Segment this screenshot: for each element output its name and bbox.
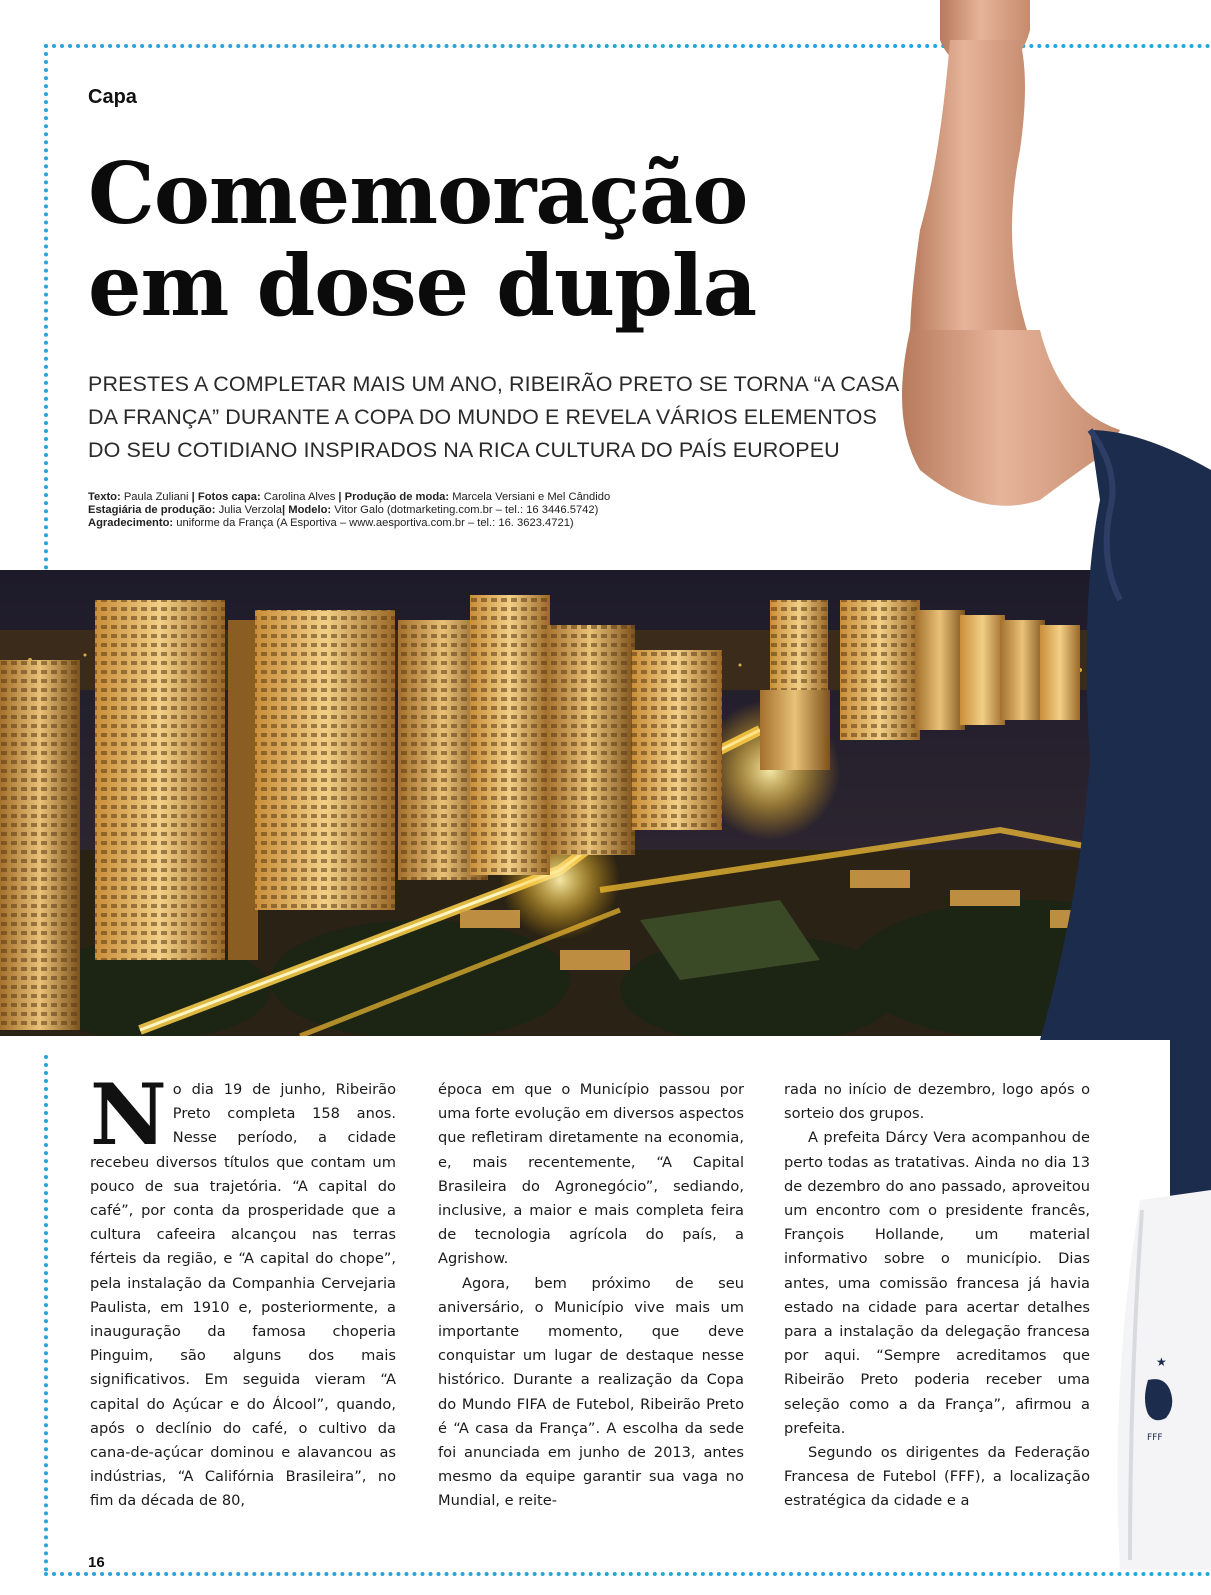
headline-line-2: em dose dupla (88, 236, 757, 335)
credit-photos-value: Carolina Alves (263, 491, 336, 503)
deck-subtitle (88, 368, 900, 467)
body-column-3 (784, 1078, 1090, 1514)
body-paragraph (90, 1065, 396, 1514)
page-number: 16 (88, 1554, 105, 1571)
svg-text:★: ★ (1156, 1355, 1167, 1369)
credit-model-value: Vitor Galo (dotmarketing.com.br – tel.: 16 3446.5742) (334, 504, 599, 516)
headline (88, 144, 918, 335)
credit-text-label: Texto: (88, 491, 121, 503)
credits-block (88, 491, 868, 530)
credits-line-2: Estagiária de produção: Julia Verzola| Modelo: Vitor Galo (dotmarketing.com.br – tel.: 16 3446.5742) (88, 504, 599, 516)
credit-text-value: Paula Zuliani (123, 491, 189, 503)
body-column-1 (90, 1065, 396, 1514)
drop-cap: N (90, 1065, 167, 1164)
body-paragraph: A prefeita Dárcy Vera acompanhou de perto todas as tratativas. Ainda no dia 13 de dezembro do ano passado, aproveitou um encontro com o presidente francês, François Hollande, um material informativo sobre o município. Dias antes, uma comissão francesa já havia estado na cidade para acertar detalhes para a instalação da delegação francesa por aqui. “Sempre acreditamos que Ribeirão Preto poderia receber uma seleção como a da França”, afirmou a prefeita. (784, 1129, 1090, 1437)
body-paragraph: Agora, bem próximo de seu aniversário, o Município vive mais um importante momento, que deve conquistar um lugar de destaque nesse histórico. Durante a realização da Copa do Mundo FIFA de Futebol, Ribeirão Preto é “A casa da França”. A escolha da sede foi anunciada em junho de 2013, antes mesmo da equipe garantir sua vaga no Mundial, e reite- (438, 1274, 744, 1510)
body-paragraph: rada no início de dezembro, logo após o sorteio dos grupos. (784, 1081, 1090, 1123)
headline-line-1: Comemoração (88, 144, 748, 243)
svg-text:FFF: FFF (1147, 1433, 1163, 1443)
deck-line-3: DO SEU COTIDIANO INSPIRADOS NA RICA CULTURA DO PAÍS EUROPEU (88, 438, 840, 462)
credit-fashion-value: Marcela Versiani e Mel Cândido (452, 491, 611, 503)
credit-fashion-label: Produção de moda: (344, 491, 450, 503)
credit-thanks-label: Agradecimento: (88, 517, 174, 529)
frame-dotted-left-upper (44, 44, 48, 570)
credit-thanks-value: uniforme da França (A Esportiva – www.aesportiva.com.br – tel.: 16. 3623.4721) (176, 517, 574, 529)
frame-dotted-left-lower (44, 1055, 48, 1572)
body-column-2 (438, 1078, 744, 1514)
body-text-1: o dia 19 de junho, Ribeirão Preto completa 158 anos. Nesse período, a cidade recebeu diversos títulos que contam um pouco de sua trajetória. “A capital do café”, por conta da prosperidade que a cultura cafeeira alcançou nas terras férteis da região, e “A capital do chope”, pela instalação da Companhia Cervejaria Paulista, em 1910 e, posteriormente, a inauguração da famosa choperia Pinguim, são alguns dos mais significativos. Em seguida vieram “A capital do Açúcar e do Álcool”, quando, após o declínio do café, o cultivo da cana-de-açúcar dominou e alavancou as indústrias, “A Califórnia Brasileira”, no fim da década de 80, (90, 1081, 396, 1510)
credits-line-1: Texto: Paula Zuliani | Fotos capa: Carolina Alves | Produção de moda: Marcela Versiani e Mel Cândido (88, 491, 611, 503)
body-paragraph: Segundo os dirigentes da Federação Francesa de Futebol (FFF), a localização estratégica da cidade e a (784, 1444, 1090, 1510)
section-label: Capa (88, 86, 137, 108)
body-paragraph: época em que o Município passou por uma forte evolução em diversos aspectos que refletiram diretamente na economia, e, mais recentemente, “A Capital Brasileira do Agronegócio”, sediando, inclusive, a maior e mais completa feira de tecnologia agrícola do país, a Agrishow. (438, 1081, 744, 1268)
deck-line-1: PRESTES A COMPLETAR MAIS UM ANO, RIBEIRÃO PRETO SE TORNA “A CASA (88, 372, 900, 396)
deck-line-2: DA FRANÇA” DURANTE A COPA DO MUNDO E REVELA VÁRIOS ELEMENTOS (88, 405, 877, 429)
credit-intern-label: Estagiária de produção: (88, 504, 216, 516)
credit-photos-label: Fotos capa: (197, 491, 261, 503)
credit-intern-value: Julia Verzola (218, 504, 282, 516)
credit-model-label: Modelo: (288, 504, 332, 516)
credits-line-3 (88, 517, 868, 530)
